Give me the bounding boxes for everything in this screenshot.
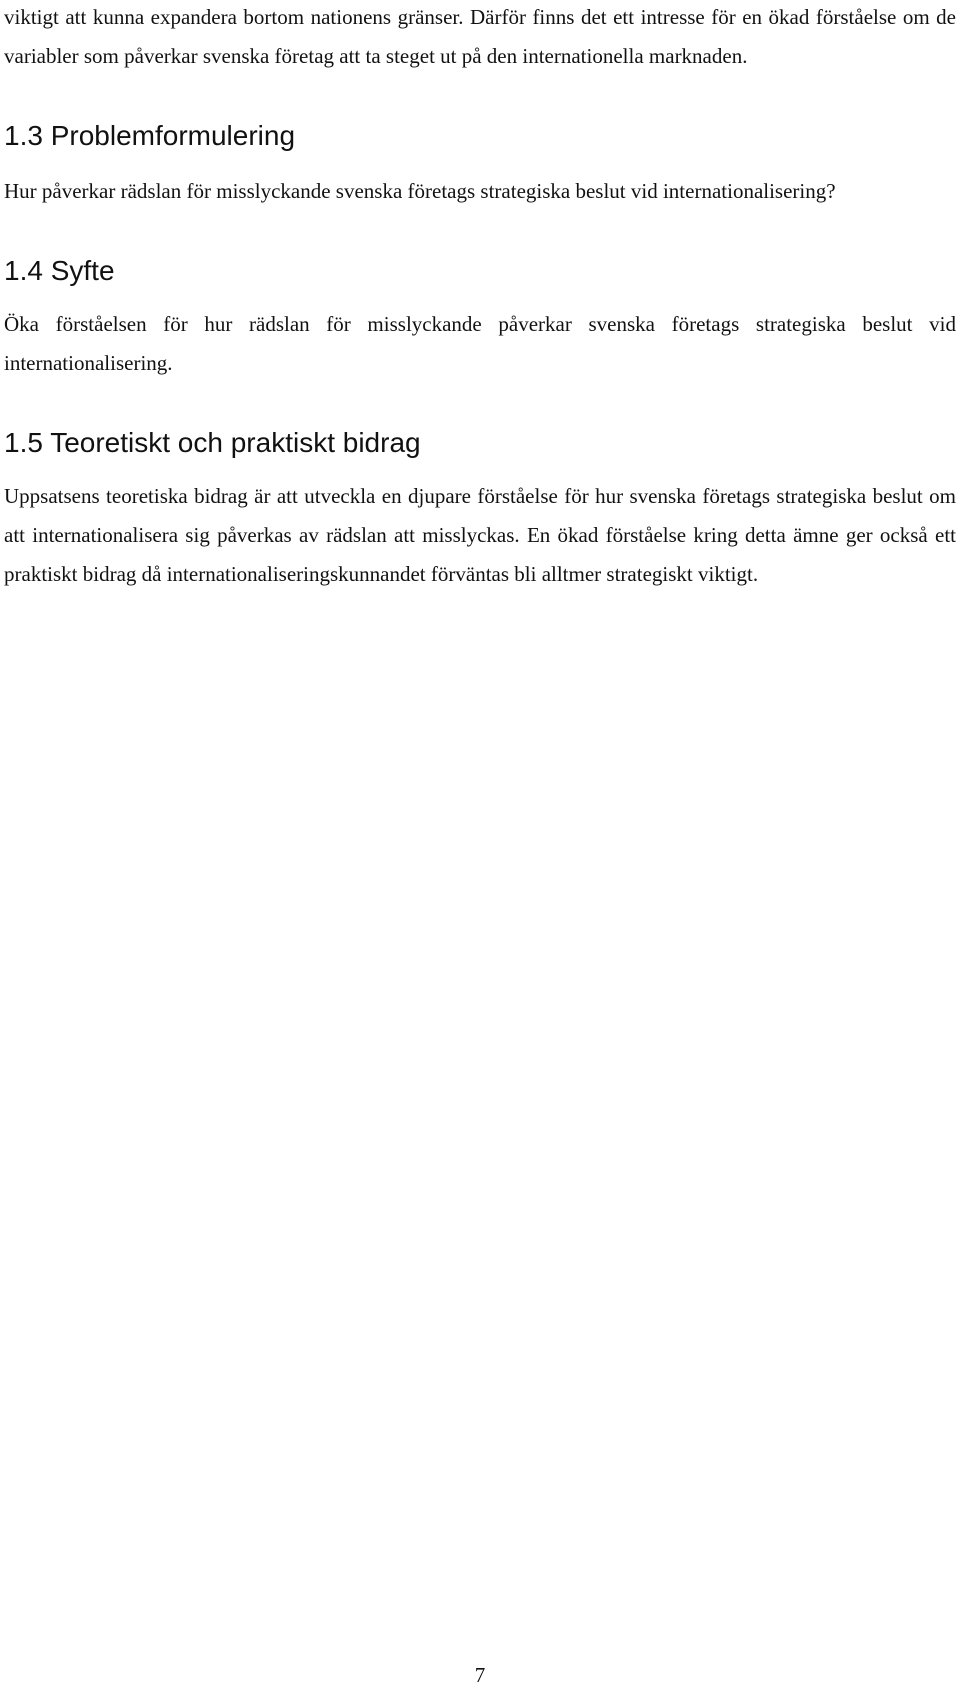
section-heading-syfte: 1.4 Syfte xyxy=(4,255,115,286)
section-heading-bidrag: 1.5 Teoretiskt och praktiskt bidrag xyxy=(4,427,421,458)
intro-paragraph: viktigt att kunna expandera bortom nationens gränser. Därför finns det ett intresse för en ökad förståelse om de variabler som påverkar svenska företag att ta steget ut på den internationella marknaden. xyxy=(4,5,956,68)
page-number: 7 xyxy=(474,1663,486,1687)
section-heading-problemformulering: 1.3 Problemformulering xyxy=(4,120,296,151)
bidrag-paragraph: Uppsatsens teoretiska bidrag är att utveckla en djupare förståelse för hur svenska företags strategiska beslut om att internationalisera sig påverkas av rädslan att misslyckas. En ökad förståelse kring detta ämne ger också ett praktiskt bidrag då internationaliseringskunnandet förväntas bli alltmer strategiskt viktigt. xyxy=(4,484,956,586)
syfte-paragraph: Öka förståelsen för hur rädslan för misslyckande påverkar svenska företags strategiska beslut vid internationalisering. xyxy=(4,312,956,375)
problemformulering-paragraph: Hur påverkar rädslan för misslyckande svenska företags strategiska beslut vid internationalisering? xyxy=(4,179,836,203)
page-content xyxy=(4,0,956,594)
